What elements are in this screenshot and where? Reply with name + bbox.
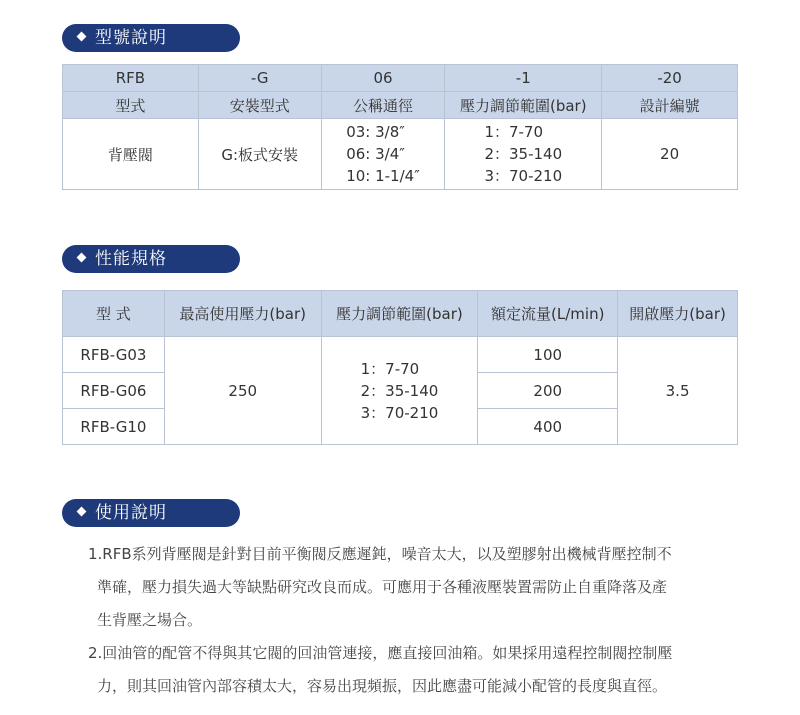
code-cell: RFB xyxy=(63,65,199,92)
model-cell: RFB-G10 xyxy=(63,409,165,445)
code-cell: -G xyxy=(198,65,321,92)
code-cell: -20 xyxy=(602,65,738,92)
section-title-usage xyxy=(62,499,240,527)
header-cell: 開啟壓力(bar) xyxy=(618,291,738,337)
code-cell: 06 xyxy=(321,65,445,92)
spec-table xyxy=(62,290,738,445)
diamond-bullet-icon xyxy=(77,252,87,262)
note-line: 準確，壓力損失過大等缺點研究改良而成。可應用于各種液壓裝置需防止自重降落及產 xyxy=(97,578,668,596)
header-cell: 設計編號 xyxy=(602,92,738,119)
note-line: 2.回油管的配管不得與其它閥的回油管連接，應直接回油箱。如果採用遠程控制閥控制壓 xyxy=(88,644,673,662)
note-line: 力，則其回油管內部容積太大，容易出現頻振，因此應盡可能減小配管的長度與直徑。 xyxy=(97,677,668,695)
range-line: 3：70-210 xyxy=(484,167,563,185)
section-title-text: 型號說明 xyxy=(95,28,167,48)
section-title-text: 使用說明 xyxy=(95,503,167,523)
code-cell: -1 xyxy=(445,65,602,92)
ranges-cell xyxy=(445,119,602,190)
diamond-bullet-icon xyxy=(77,31,87,41)
mount-cell: G:板式安裝 xyxy=(198,119,321,190)
model-cell: RFB-G03 xyxy=(63,337,165,373)
section-title-text: 性能規格 xyxy=(95,249,167,269)
crack-pressure-cell: 3.5 xyxy=(618,337,738,445)
usage-notes xyxy=(88,538,748,703)
header-cell: 壓力調節範圍(bar) xyxy=(321,291,478,337)
usage-note-2 xyxy=(88,637,748,703)
size-line: 10: 1-1/4″ xyxy=(346,167,420,185)
section-title-model xyxy=(62,24,240,52)
header-cell: 型式 xyxy=(63,92,199,119)
range-line: 1：7-70 xyxy=(360,359,420,378)
flow-cell: 100 xyxy=(478,337,618,373)
range-line: 3：70-210 xyxy=(360,403,439,422)
sizes-cell xyxy=(321,119,445,190)
section-title-spec xyxy=(62,245,240,273)
note-line: 1.RFB系列背壓閥是針對目前平衡閥反應遲鈍，噪音太大，以及塑膠射出機械背壓控制不 xyxy=(88,545,672,563)
header-cell: 最高使用壓力(bar) xyxy=(164,291,321,337)
design-cell: 20 xyxy=(602,119,738,190)
range-line: 2：35-140 xyxy=(360,381,439,400)
max-pressure-cell: 250 xyxy=(164,337,321,445)
header-cell: 額定流量(L/min) xyxy=(478,291,618,337)
range-line: 1：7-70 xyxy=(484,123,544,141)
flow-cell: 200 xyxy=(478,373,618,409)
header-cell: 安裝型式 xyxy=(198,92,321,119)
header-row xyxy=(63,92,738,119)
header-cell: 壓力調節範圍(bar) xyxy=(445,92,602,119)
header-cell: 型 式 xyxy=(63,291,165,337)
usage-note-1 xyxy=(88,538,748,637)
diamond-bullet-icon xyxy=(77,506,87,516)
size-line: 06: 3/4″ xyxy=(346,145,405,163)
size-line: 03: 3/8″ xyxy=(346,123,405,141)
flow-cell: 400 xyxy=(478,409,618,445)
header-cell: 公稱通徑 xyxy=(321,92,445,119)
header-row xyxy=(63,291,738,337)
table-row xyxy=(63,337,738,373)
note-line: 生背壓之場合。 xyxy=(97,611,203,629)
code-row xyxy=(63,65,738,92)
model-table xyxy=(62,64,738,190)
type-cell: 背壓閥 xyxy=(63,119,199,190)
value-row xyxy=(63,119,738,190)
model-cell: RFB-G06 xyxy=(63,373,165,409)
range-line: 2：35-140 xyxy=(484,145,563,163)
ranges-cell xyxy=(321,337,478,445)
